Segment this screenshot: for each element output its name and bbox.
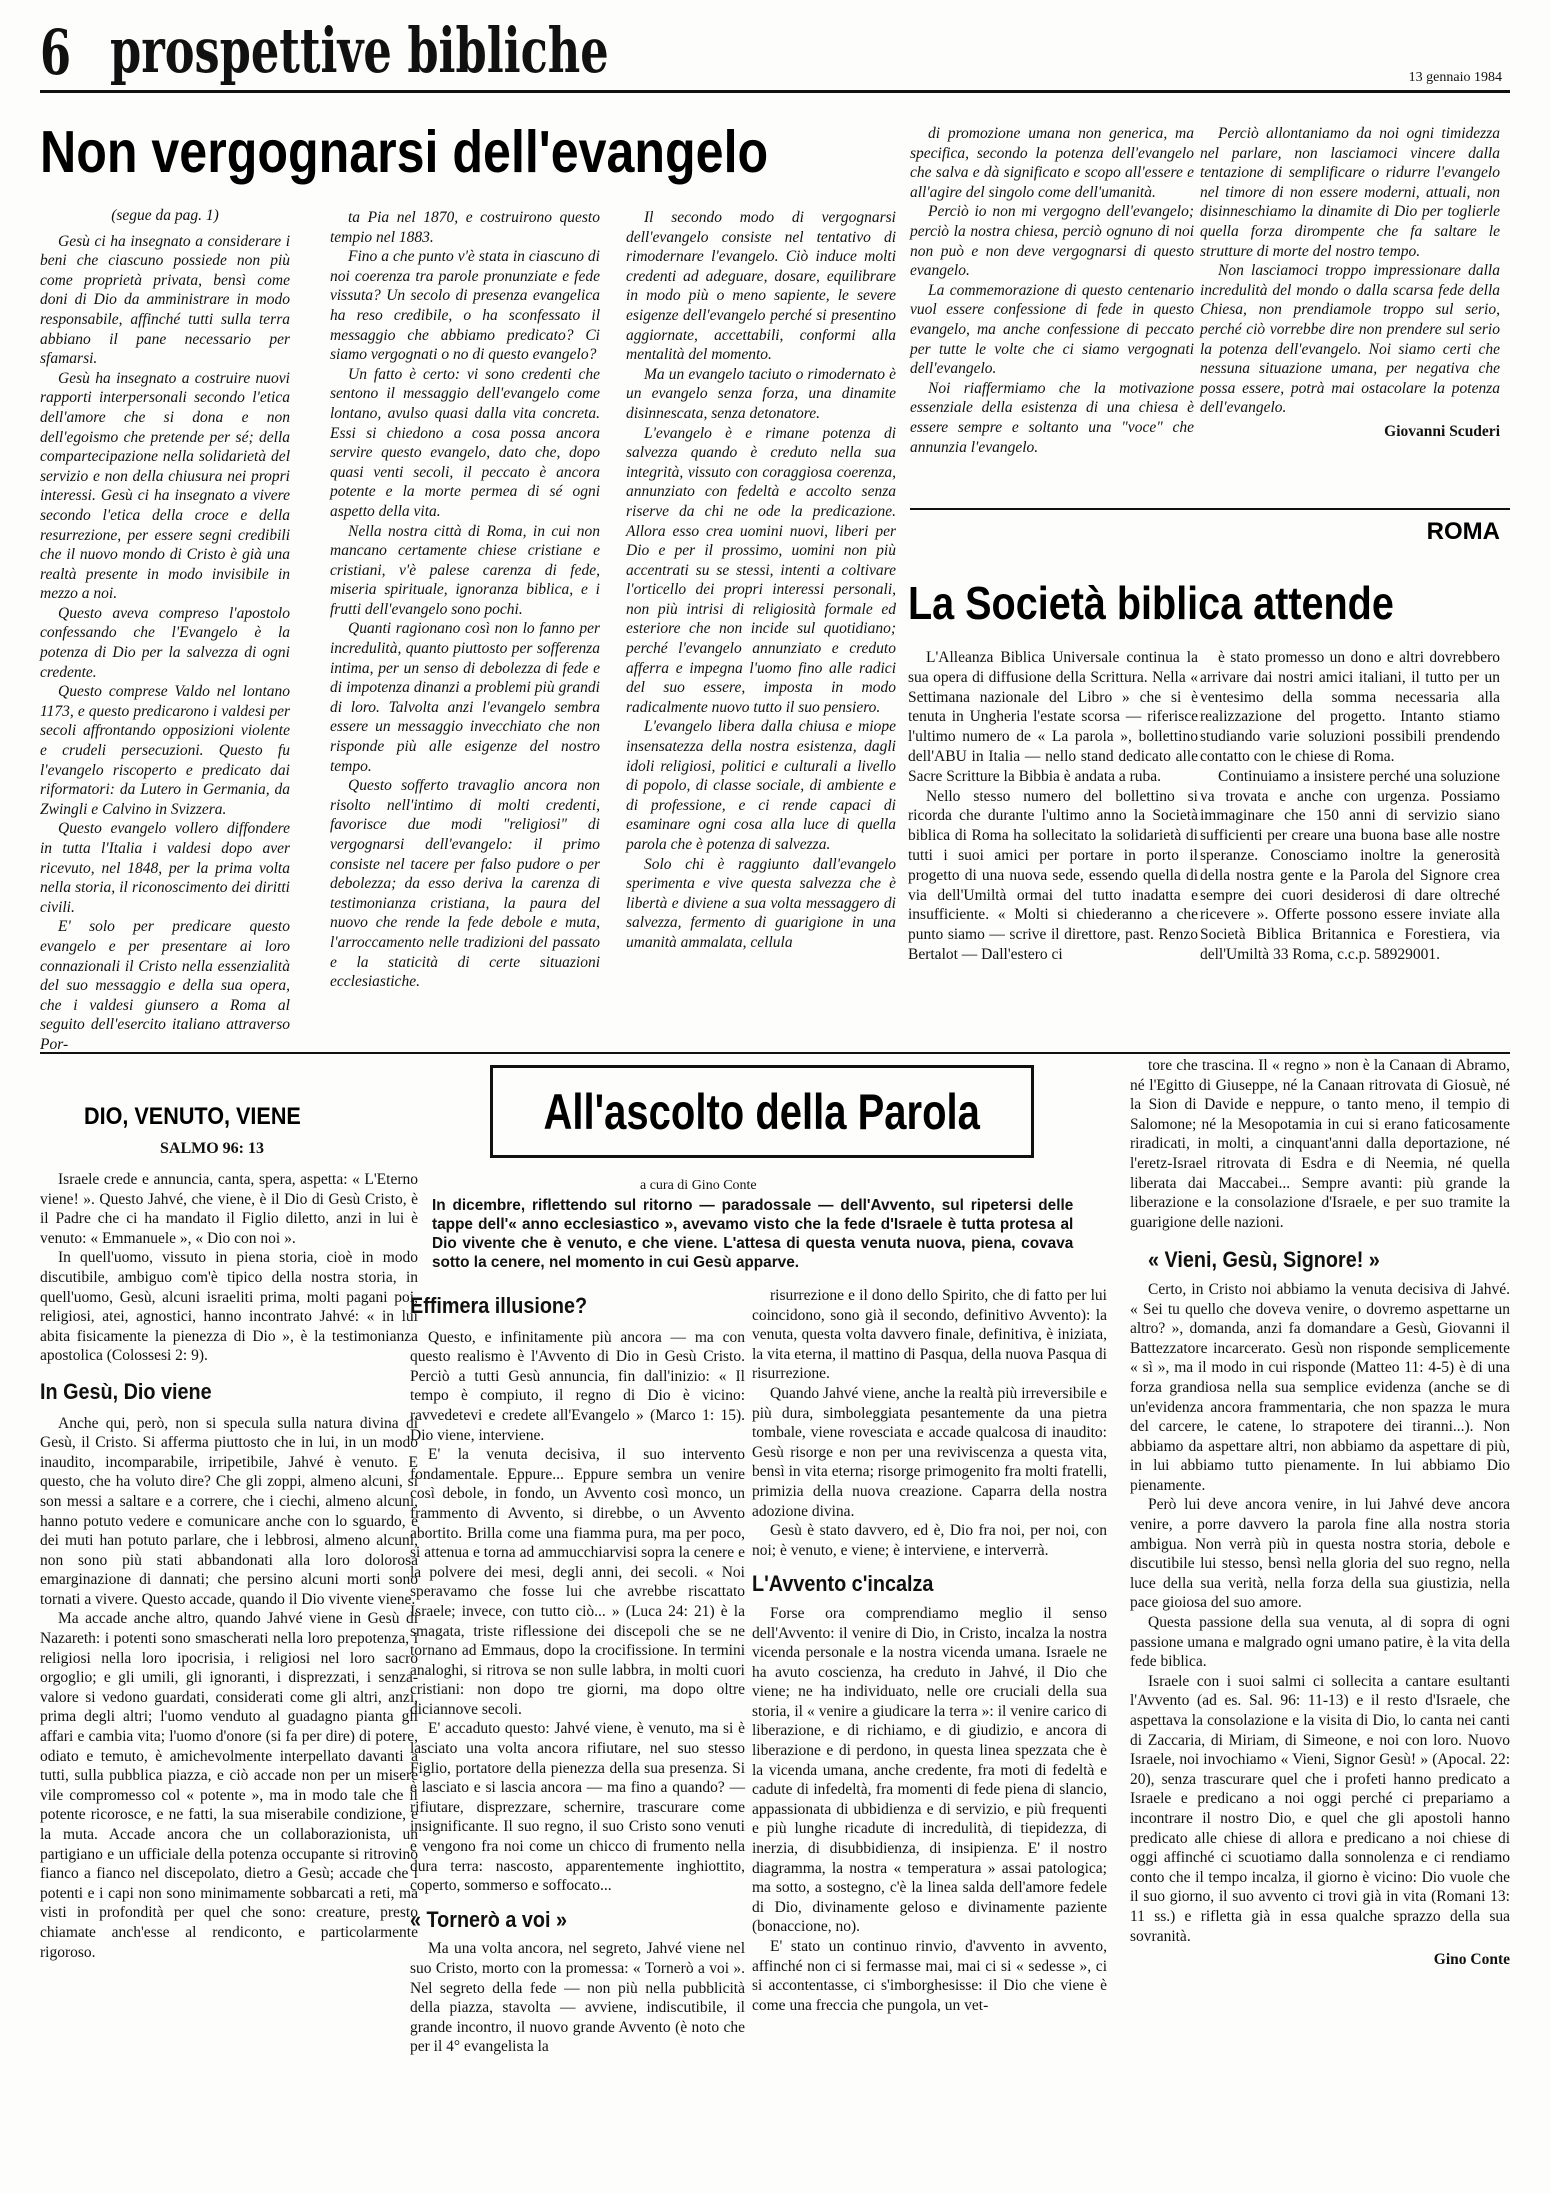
paragraph: Gesù ci ha insegnato a considerare i beni che ciascuno possiede non più come proprietà privata, bensì come doni di Dio da amministrare in modo responsabile, affinché tutti sulla terra abbiano il pane necessario per sfamarsi. xyxy=(40,232,290,368)
paragraph: L'evangelo libera dalla chiusa e miope insensatezza della nostra esistenza, dagli idoli religiosi, politici e culturali a livello di popolo, di classe sociale, di ambiente e di professione, e ci rende capaci di esaminare ogni cosa alla luce di quella parola che è potenza di salvezza. xyxy=(626,718,896,853)
subhead-in-gesu: In Gesù, Dio viene xyxy=(40,1378,212,1404)
article2-headline: La Società biblica attende xyxy=(908,577,1394,629)
paragraph: ta Pia nel 1870, e costruirono questo tempio nel 1883. xyxy=(330,209,600,246)
subhead-vieni: « Vieni, Gesù, Signore! » xyxy=(1148,1247,1380,1273)
paragraph: Il secondo modo di vergognarsi dell'evangelo consiste nel tentativo di rimodernare l'evangelo. Ciò induce molti credenti ad adeguare, dosare, equilibrare in modo più o meno sapiente, le severe esigenze dell'evangelo perché si presentino aggiornate, accettabili, conformi alla mentalità del momento. xyxy=(626,209,896,364)
paragraph: E' la venuta decisiva, il suo intervento fondamentale. Eppure... Eppure sembra un venire così debole, in fondo, un Avvento così monco, un frammento di Avvento, si direbbe, o un Avvento abortito. Brilla come una fiamma pura, ma per poco, si attenua e torna ad ammucchiarvisi sopra la cenere e la polvere dei mesi, degli anni, dei secoli. « Noi speravamo che fosse lui che avrebbe riscattato Israele; invece, con tutto ciò... » (Luca 24: 21) è la smagata, triste riflessione dei discepoli che se ne tornano ad Emmaus, dopo la crocifissione. In termini analoghi, si ritrova se non sulle labbra, in molti cuori cristiani: non dopo tre giorni, ma dopo oltre diciannove secoli. xyxy=(410,1446,745,1718)
paragraph: Anche qui, però, non si specula sulla natura divina di Gesù, il Cristo. Si afferma piuttosto che in lui, in un modo inaudito, incomparabile, irripetibile, Jahvé è venuto. E questo, che ha voluto dire? Che gli zoppi, almeno alcuni, si son messi a saltare e a correre, che i ciechi, almeno alcuni, hanno potuto vedere e comunicare anche con lo sguardo, e dei muti han potuto parlare, che i lebbrosi, almeno alcuni, non sono più stati abbandonati alla loro dolorosa emarginazione di dannati; che persino alcuni morti sono tornati a vivere. Questo accade, quando il Dio vivente viene. xyxy=(40,1414,418,1608)
paragraph: Ma una volta ancora, nel segreto, Jahvé viene nel suo Cristo, morto con la promessa: « Tornerò a voi ». Nel segreto della fede — non più nella pubblicità della piazza, stavolta — avviene, indiscutibile, il grande incontro, il nuovo grande Avvento (è noto che per il 4° evangelista la xyxy=(410,1940,745,2056)
paragraph: Continuiamo a insistere perché una soluzione va trovata e anche con urgenza. Possiamo immaginare che 150 anni di servizio siano sufficienti per creare una buona base alle nostre speranze. Conosciamo inoltre la generosità della nostra gente e la Parola del Signore crea sempre dei cuori desiderosi di dare oltreché ricevere ». Offerte possono essere inviate alla Società Biblica Britannica e Forestiera, via dell'Umiltà 33 Roma, c.c.p. 58929001. xyxy=(1200,767,1500,963)
paragraph: E' solo per predicare questo evangelo e per presentare ai loro connazionali il Cristo nella essenzialità del suo messaggio e della sua opera, che i valdesi giunsero a Roma al seguito dell'esercito italiano attraverso Por- xyxy=(40,918,290,1053)
paragraph: Israele con i suoi salmi ci sollecita a cantare esultanti l'Avvento (ad es. Sal. 96: 11-13) e il resto d'Israele, che aspettava la consolazione e la visita di Dio, lo canta nei canti di Zaccaria, di Miriam, di Simeone, e noi con loro. Nuovo Israele, noi invochiamo « Vieni, Signor Gesù! » (Apocal. 22: 20), senza trascurare quel che i profeti hanno predicato a Israele e predicano a noi oggi perché ci prepariamo a incontrare il nostro Dio, e quel che gli apostoli hanno predicato alle chiese di allora e predicano a noi chiese di oggi affinché ci scuotiamo dalla sonnolenza e ci rendiamo conto che il tempo incalza, il giorno è vicino: Dio vuole che il suo giorno, il suo avvento ci trovi già in vita (Romani 13: 11 ss.) e rifletta già in essa qualche sprazzo della sua sovranità. xyxy=(1130,1672,1510,1945)
masthead-rule xyxy=(40,90,1510,93)
issue-date: 13 gennaio 1984 xyxy=(1408,70,1502,85)
article3-psalm: SALMO 96: 13 xyxy=(160,1140,264,1157)
paragraph: L'evangelo è e rimane potenza di salvezza quando è creduto nella sua integrità, vissuto con coraggiosa coerenza, annunziato con fedeltà e accolto senza riserve da chi ne ode la predicazione. Allora esso crea uomini nuovi, liberi per Dio e per il prossimo, uomini non più accentrati su se stessi, intenti a coltivare l'orticello dei propri interessi personali, non più intrisi di religiosità formale ed esteriore che non incide sul quotidiano; perché l'evangelo annunziato e creduto afferra e impegna l'uomo fino alle radici del suo essere, imposta in modo radicalmente nuovo tutto il suo pensiero. xyxy=(626,424,896,716)
article1-col1 xyxy=(40,206,290,1055)
article3-col4 xyxy=(1130,1056,1510,1970)
continued-note: (segue da pag. 1) xyxy=(111,207,219,224)
article1-col5 xyxy=(1200,124,1500,442)
article3-col1 xyxy=(40,1170,418,1962)
paragraph: Ma un evangelo taciuto o rimodernato è un evangelo senza forza, una dinamite disinnescata, senza detonatore. xyxy=(626,365,896,422)
paragraph: Solo chi è raggiunto dall'evangelo sperimenta e vive questa salvezza che è libertà e diviene a sua volta messaggero di salvezza, fermento di guarigione in una umanità ammalata, cellula xyxy=(626,855,896,951)
paragraph: Non lasciamoci troppo impressionare dalla incredulità del mondo o dalla scarsa fede della Chiesa, non prendiamole troppo sul serio, perché ciò vorrebbe dire non prendere sul serio la potenza dell'evangelo. Noi siamo certi che nessuna situazione umana, per negativa che possa essere, potrà mai ostacolare la potenza dell'evangelo. xyxy=(1200,262,1500,417)
paragraph: La commemorazione di questo centenario vuol essere confessione di fede in questo evangelo, ma anche confessione di peccato per tutte le volte che ci siamo vergognati dell'evangelo. xyxy=(910,281,1194,378)
paragraph: Però lui deve ancora venire, in lui Jahvé deve ancora venire, a porre davvero la parola fine alla nostra storia ambigua. Non verrà più in questa nostra storia, debole e discutibile lui stesso, bensì nella gloria del suo regno, nella luce della sua verità, nella forza della sua giustizia, nella pace gioiosa del suo amore. xyxy=(1130,1496,1510,1612)
article2-col2 xyxy=(1200,648,1500,965)
paragraph: risurrezione e il dono dello Spirito, che di fatto per lui coincidono, sono già il secondo, definitivo Avvento): la venuta, questa volta davvero finale, definitiva, è iniziata, la vita eterna, il mattino di Pasqua, della nuova Pasqua di risurrezione. xyxy=(752,1287,1107,1383)
feature-title: All'ascolto della Parola xyxy=(543,1083,981,1140)
feature-box xyxy=(490,1065,1034,1158)
paragraph: è stato promesso un dono e altri dovrebbero arrivare dai nostri amici italiani, il tutto per un ventesimo della somma necessaria alla realizzazione del progetto. Intanto stiamo studiando varie soluzioni possibili prendendo contatto con le chiese di Roma. xyxy=(1200,649,1500,765)
paragraph: Nello stesso numero del bollettino si ricorda che durante l'ultimo anno la Società biblica di Roma ha sollecitato la solidarietà di tutti i suoi amici per portare in porto il progetto di una nuova sede, essendo quella di via dell'Umiltà ormai del tutto inadatta e insufficiente. « Molti si chiederanno a che punto siamo — scrive il direttore, past. Renzo Bertalot — Dall'estero ci xyxy=(908,787,1198,963)
paragraph: Questo sofferto travaglio ancora non risolto nell'intimo di molti credenti, favorisce due modi "religiosi" di vergognarsi dell'evangelo: il primo consiste nel tacere per falso pudore o per debolezza; da esso deriva la carenza di testimonianza cristiana, la paura del nuovo che rende la fede debole e muta, l'arroccamento nelle tradizioni del passato e la staticità di certe situazioni ecclesiastiche. xyxy=(330,777,600,991)
subhead-effimera: Effimera illusione? xyxy=(410,1293,588,1318)
paragraph: Questo comprese Valdo nel lontano 1173, e questo predicarono i valdesi per secoli affrontando opposizioni violente e crudeli persecuzioni. Questo fu l'evangelo riscoperto e predicato dai riformatori: da Lutero in Germania, da Zwingli e Calvino in Svizzera. xyxy=(40,683,290,818)
paragraph: Questo, e infinitamente più ancora — ma con questo realismo è l'Avvento di Dio in Gesù Cristo. Perciò a tutti Gesù annuncia, fin dall'inizio: « Il tempo è compiuto, il regno di Dio è vicino: ravvedetevi e credete all'Evangelo » (Marco 1: 15). Dio viene, interviene. xyxy=(410,1328,745,1444)
article1-headline: Non vergognarsi dell'evangelo xyxy=(40,119,769,185)
paragraph: Questo aveva compreso l'apostolo confessando che l'Evangelo è la potenza di Dio per la salvezza di ogni credente. xyxy=(40,604,290,681)
section-title: prospettive bibliche xyxy=(110,14,609,87)
article2-kicker: ROMA xyxy=(1426,518,1500,545)
paragraph: Questa passione della sua venuta, al di sopra di ogni passione umana e malgrado ogni umano patire, è la vita della fede biblica. xyxy=(1130,1614,1510,1671)
paragraph: Certo, in Cristo noi abbiamo la venuta decisiva di Jahvé. « Sei tu quello che doveva venire, o dovremo aspettarne un altro? », domanda, anzi fa domandare a Gesù, Giovanni il Battezzatore incarcerato. Gesù non risponde semplicemente « sì », ma il modo in cui risponde (Matteo 11: 4-5) è di una forza grandiosa nella sua semplice evidenza (anche se di un'evidenza ancora frammentaria, che non spazza le mura del carcere, le catene, lo strapotere dei tiranni...). Non abbiamo da aspettare altri, non abbiamo da aspettare di più, in lui abbiamo tutto pienamente. In lui abbiamo Dio pienamente. xyxy=(1130,1280,1510,1494)
article3-lede: In dicembre, riflettendo sul ritorno — paradossale — dell'Avvento, sul ripetersi delle tappe dell'« anno ecclesiastico », avevamo visto che la fede d'Israele è tutta protesa al Dio vivente che è venuto, e che viene. L'attesa di questa venuta nuova, piena, covava sotto la cenere, nel momento in cui Gesù apparve. xyxy=(432,1197,1074,1271)
paragraph: Fino a che punto v'è stata in ciascuno di noi coerenza tra parole pronunziate e fede vissuta? Un secolo di presenza evangelica ha reso credibile, o ha sconfessato il messaggio che abbiamo predicato? Ci siamo vergognati o no di questo evangelo? xyxy=(330,248,600,364)
paragraph: L'Alleanza Biblica Universale continua la sua opera di diffusione della Scrittura. Nella « Settimana nazionale del Libro » che si è tenuta in Ungheria l'estate scorsa — riferisce l'ultimo numero de « La parola », bollettino dell'ABU in Italia — nello stand dedicato alle Sacre Scritture la Bibbia è andata a ruba. xyxy=(908,649,1198,785)
paragraph: E' accaduto questo: Jahvé viene, è venuto, ma si è lasciato una volta ancora rifiutare, nel suo stesso Figlio, portatore della pienezza della sua presenza. Si è lasciato e si lascia ancora — ma fino a quando? — rifiutare, disprezzare, schernire, trascurare come insignificante. Il suo regno, il suo Cristo sono venuti e vengono fra noi come un chicco di frumento nella dura terra: nascosto, apparentemente inghiottito, coperto, sommerso e soffocato... xyxy=(410,1720,745,1895)
paragraph: Un fatto è certo: vi sono credenti che sentono il messaggio dell'evangelo come lontano, avulso quasi dalla vita concreta. Essi si chiedono a cosa possa ancora servire questo evangelo, dato che, dopo quasi venti secoli, il peccato è ancora potente e la morte permea di sé ogni aspetto della vita. xyxy=(330,365,600,520)
divider-roma xyxy=(910,508,1510,510)
paragraph: Questo evangelo vollero diffondere in tutta l'Italia i valdesi dopo aver ricevuto, nel 1848, per la prima volta nella storia, il riconoscimento dei diritti civili. xyxy=(40,820,290,916)
paragraph: tore che trascina. Il « regno » non è la Canaan di Abramo, né l'Egitto di Giuseppe, né la Canaan ritrovata di Giosuè, né la Sion di Davide e neppure, o tanto meno, il tempio di Salomone; né la Mesopotamia in cui si erano faticosamente riradicati, in molti, a cinquant'anni dalla deportazione, né l'eretz-Israel ritrovata di Esdra e di Neemia, né quella liberata dai Maccabei... Sempre avanti: più grande la liberazione e la consolazione d'Israele, e per suo tramite la guarigione delle nazioni. xyxy=(1130,1057,1510,1231)
paragraph: In quell'uomo, vissuto in piena storia, cioè in modo discutibile, ambiguo com'è tipico della nostra storia, in quell'uomo, Gesù, alcuni israeliti prima, molti pagani poi, religiosi, atei, agnostici, hanno incontrato Jahvé: « in lui abita fisicamente la pienezza di Dio », è la testimonianza apostolica (Colossesi 2: 9). xyxy=(40,1249,418,1365)
article2-col1 xyxy=(908,648,1198,965)
paragraph: Perciò io non mi vergogno dell'evangelo; perciò la nostra chiesa, perciò ognuno di noi non può e non deve vergognarsi di questo evangelo. xyxy=(910,203,1194,280)
paragraph: di promozione umana non generica, ma specifica, secondo la potenza dell'evangelo che salva e dà significato e scopo all'essere e all'agire del singolo come dell'umanità. xyxy=(910,125,1194,201)
page-number: 6 xyxy=(40,16,72,89)
paragraph: Perciò allontaniamo da noi ogni timidezza nel parlare, non lasciamoci vincere dalla tentazione di semplificare o ridurre l'evangelo nel timore di non essere moderni, attuali, non disinneschiamo la dinamite di Dio per toglierle quella forza dirompente che fa saltare le strutture di morte del nostro tempo. xyxy=(1200,125,1500,260)
divider-lower xyxy=(40,1052,1510,1054)
article1-signature: Giovanni Scuderi xyxy=(1384,422,1500,440)
paragraph: Noi riaffermiamo che la motivazione essenziale della esistenza di una chiesa è essere sempre e soltanto una "voce" che annunzia l'evangelo. xyxy=(910,379,1194,456)
article1-col2 xyxy=(330,208,600,992)
paragraph: Quando Jahvé viene, anche la realtà più irreversibile e più dura, simboleggiata pesantemente da una pietra tombale, viene rovesciata e accade qualcosa di inaudito: Gesù risorge e non per una reviviscenza a questa vita, bensì in vita eterna; risorge primogenito fra molti fratelli, primizia della nuova creazione. Caparra della nostra adozione divina. xyxy=(752,1384,1107,1520)
subhead-tornero: « Tornerò a voi » xyxy=(410,1906,567,1932)
paragraph: Israele crede e annuncia, canta, spera, aspetta: « L'Eterno viene! ». Questo Jahvé, che viene, è il Dio di Gesù Cristo, è il Padre che ci ha mandato il Figlio diletto, anzi in lui è venuto: « Emmanuele », « Dio con noi ». xyxy=(40,1171,418,1247)
article3-col2 xyxy=(410,1293,745,2057)
article3-signature: Gino Conte xyxy=(1433,1951,1510,1969)
curator-line: a cura di Gino Conte xyxy=(640,1178,757,1193)
paragraph: Ma accade anche altro, quando Jahvé viene in Gesù di Nazareth: i potenti sono smascherati nella loro prepotenza, i religiosi nella loro ipocrisia, i religiosi nel loro sacro orgoglio; e gli umili, gli ignoranti, i disprezzati, i senza-valore si vedono guardati, considerati come gli altri, anzi, prima degli altri; l'uomo venduto al guadagno pianta gli affari e cambia vita; l'uomo d'onore (si fa per dire) di potere, odiato e temuto, è amichevolmente interpellato davanti a tutti, sulla pubblica piazza, e ciò accade non per un misere vile compromesso col « potente », ma in modo tale che il potente ricorosce, e ne fatti, la sua miserabile condizione, e la muta. Accade ancora che un collaborazionista, un partigiano e un ufficiale della potenza occupante si ritrovino fianco a fianco nel discepolato, dietro a Gesù; accade che i potenti e i capi non sono minimamente sobbarcati a reti, ma visti in profondità per quel che sono: creature, presto chiamate anch'esse al rendiconto, e particolarmente rigoroso. xyxy=(40,1610,418,1961)
article3-col3 xyxy=(752,1286,1107,2015)
paragraph: Quanti ragionano così non lo fanno per incredulità, quanto piuttosto per sofferenza intima, per un senso di debolezza di fede e di impotenza dinanzi a problemi più grandi di loro. Talvolta anzi l'evangelo sembra essere un messaggio invecchiato che non risponde più alle esigenze del nostro tempo. xyxy=(330,620,600,775)
paragraph: Forse ora comprendiamo meglio il senso dell'Avvento: il venire di Dio, in Cristo, incalza la nostra vicenda personale e la nostra vicenda umana. Israele ne ha avuto coscienza, ha creduto in Jahvé, il Dio che viene; ne ha individuato, nelle ore cruciali della sua storia, il « venire a giudicare la terra »: il venire carico di liberazione, e di richiamo, e di giudizio, e ancora di liberazione e di perdono, in questa linea spezzata che è la vicenda umana, anche credente, fra moti di fedeltà e cadute di infedeltà, fra momenti di fede piena di slancio, appassionata di ubbidienza e di servizio, e più frequenti e più lunghe ricadute di incredulità, di tiepidezza, di inerzia, di disubbidienza, di insipienza. E' il nostro diagramma, la nostra « temperatura » assai patologica; ma sotto, a sostegno, c'è la linea salda dell'amore fedele di Dio, divinamente geloso e divinamente paziente (bonaccione, no). xyxy=(752,1604,1107,1936)
paragraph: E' stato un continuo rinvio, d'avvento in avvento, affinché non ci si fermasse mai, mai ci si « sedesse », ci si accontentasse, ci s'imborghesisse: il Dio che viene è come una freccia che pungola, un vet- xyxy=(752,1938,1107,2014)
paragraph: Nella nostra città di Roma, in cui non mancano certamente chiese cristiane e cristiani, v'è palese carenza di fede, miseria spirituale, ignoranza biblica, e i frutti dell'evangelo sono pochi. xyxy=(330,522,600,618)
article3-title: DIO, VENUTO, VIENE xyxy=(84,1103,301,1130)
article1-col3 xyxy=(626,208,896,953)
paragraph: Gesù ha insegnato a costruire nuovi rapporti interpersonali secondo l'etica dell'amore che si dona e non dell'egoismo che pretende per sé; della compartecipazione nella solidarietà del servizio e non della chiusura nei propri interessi. Gesù ci ha insegnato a vivere secondo l'etica della croce e della resurrezione, per essere segni credibili che il nuovo mondo di Cristo è già una realtà presente in modo invisibile in mezzo a noi. xyxy=(40,369,290,603)
paragraph: Gesù è stato davvero, ed è, Dio fra noi, per noi, con noi; è venuto, e viene; è interviene, e interverrà. xyxy=(752,1522,1107,1559)
subhead-avvento: L'Avvento c'incalza xyxy=(752,1571,934,1597)
article1-col4 xyxy=(910,124,1194,457)
